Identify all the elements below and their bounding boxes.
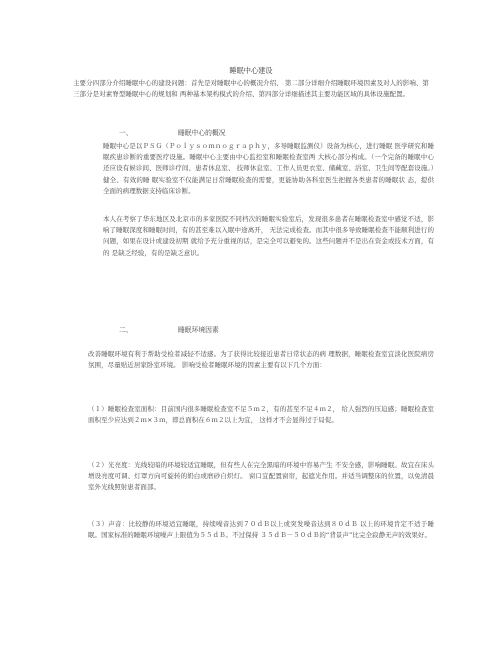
section-2-paragraph-4: （３）声音：比较静的环境适宜睡眠，持续噪音达到７０ｄＢ以上或突发噪音达到８０ｄＢ 以上的环境肯定不适于睡眠。国家标准的睡眠环境噪声上限值为５５ｄＢ。不过保持 ３５ｄＢ－５０ｄＢ的“背景声”比完全寂静无声的效果好。	[88, 520, 434, 540]
section-1-heading: 睡眠中心的概况	[178, 129, 226, 137]
section-1-paragraph-2: 本人在考察了华东地区及北京市的多家医院不同档次的睡眠实验室后，发现很多患者在睡眠检查室中感觉不适，影响了睡眠深度和睡眠时间，有的甚至难以入眠中途离开， 无法完成检查。而其中很多导致睡眠检查不能顺利进行的问题，如果在设计或建设初期 就给予充分重视的话，是完全可以避免的。这些问题并不是出在资金或技术方面，有的 是缺乏经验，有的是缺乏意识。	[103, 215, 434, 257]
section-2-paragraph-2: （１）睡眠检查室面积：目前国内很多睡眠检查室不足５ｍ２，有的甚至不足４ｍ２， 给人强烈的压迫感；睡眠检查室面积至少应达到２ｍ×３ｍ，即总面积在６ｍ２以上为宜， 这样才不会显得过于局促。	[88, 405, 434, 425]
document-title: 睡眠中心建设	[229, 66, 273, 75]
section-1-paragraph-1: 睡眠中心是以ＰＳＧ（Ｐｏｌｙｓｏｍｎｏｇｒａｐｈｙ，多导睡眠监测仪）设备为核心，进行睡眠 医学研究和睡眠疾患诊断的重要医疗设施。睡眠中心主要由中心监控室和睡眠检查室两 大核心部分构成。（一个完备的睡眠中心还应设有候诊间、医师诊疗间、患者休息室、 技师休息室、工作人员更衣室、储藏室、浴室、卫生间等配套设施。）健全、有效的睡 眠实验室不仅能满足日常睡眠检查的需要，更能协助各科室医生把握各类患者的睡眠状 态，提供全面的病理数据支持临床诊断。	[103, 142, 434, 195]
section-2-paragraph-3: （２）光亮度：光线较暗的环境较适宜睡眠，但有些人在完全黑暗的环境中容易产生 不安全感，影响睡眠。故宜在床头增设亮度可调、灯罩方向可旋转的奶白或磨砂自炽灯。 窗口宜配置窗帘，起遮光作用。并适当调整床的位置，以免清晨室外光线照射患者面部。	[88, 461, 434, 492]
section-1-number: 一、	[119, 129, 133, 137]
intro-paragraph: 主要分四部分介绍睡眠中心的建设问题：首先是对睡眠中心的概况介绍、 第二部分详细介绍睡眠环境因素及对人的影响、第三部分是对素脊型睡眠中心的规划和 两种基本架构模式的介绍、第四部分详细描述其主要功能区域的具体设施配置。	[73, 79, 429, 99]
section-2-number: 二、	[119, 326, 133, 334]
section-2-paragraph-1: 改善睡眠环境有利于帮助受检者减轻不适感。为了获得比较接近患者日常状态的病 理数据，睡眠检查室宜淡化医院病房氛围，尽量贴近居家卧室环境。 影响受检者睡眠环境的因素主要有以下几个方面：	[88, 350, 434, 370]
section-2-heading: 睡眠环境因素	[178, 326, 219, 334]
